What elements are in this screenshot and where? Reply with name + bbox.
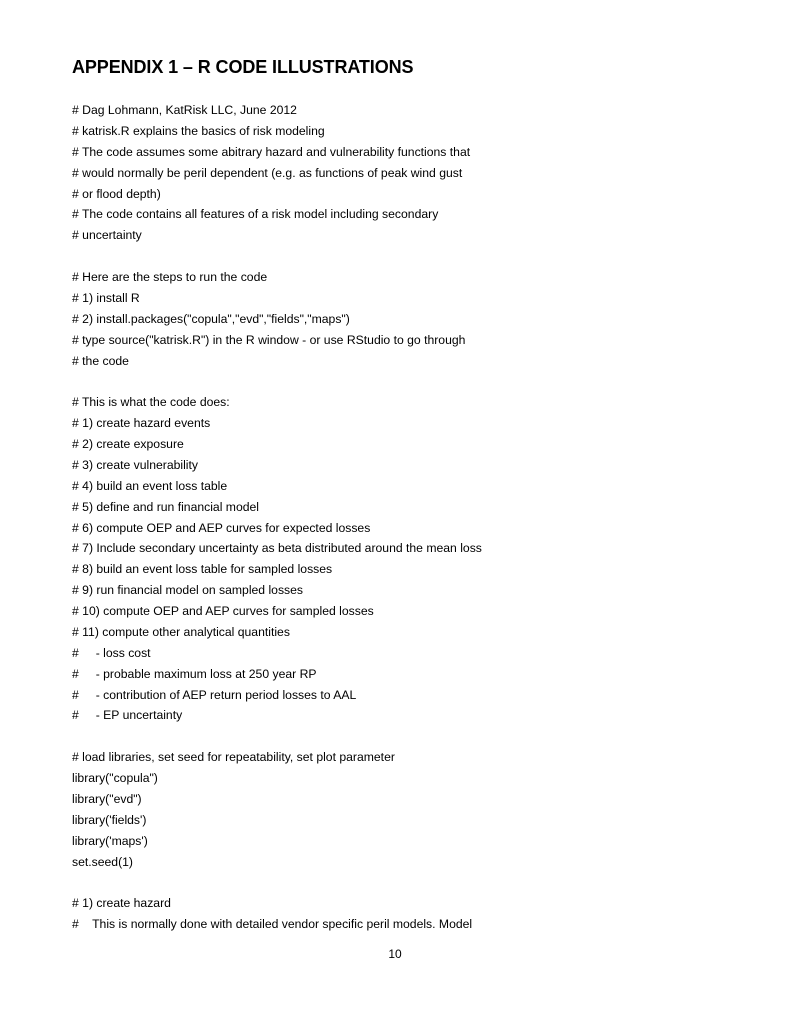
code-line: # 1) install R <box>72 290 140 305</box>
blank-line <box>72 371 732 392</box>
code-line: # Here are the steps to run the code <box>72 270 268 284</box>
code-line: # 7) Include secondary uncertainty as beta distributed around the mean loss <box>72 541 482 556</box>
code-line: # 1) create hazard events <box>72 416 211 431</box>
code-line: # 2) create exposure <box>72 437 184 451</box>
code-line: # 11) compute other analytical quantities <box>72 624 290 639</box>
blank-line <box>72 872 732 893</box>
code-line: # 5) define and run financial model <box>72 499 259 514</box>
code-line: # - contribution of AEP return period losses to AAL <box>72 687 357 702</box>
code-line: # 2) install.packages("copula","evd","fields","maps") <box>72 311 350 326</box>
code-line: # 6) compute OEP and AEP curves for expected losses <box>72 520 371 535</box>
code-line: # 10) compute OEP and AEP curves for sampled losses <box>72 604 374 618</box>
code-line: # load libraries, set seed for repeatability, set plot parameter <box>72 750 395 765</box>
code-line: # the code <box>72 353 129 368</box>
code-line: library("copula") <box>72 771 158 785</box>
code-listing <box>72 100 732 935</box>
code-line: # - EP uncertainty <box>72 708 183 723</box>
code-line: # or flood depth) <box>72 186 161 201</box>
code-line: # This is normally done with detailed vendor specific peril models. Model <box>72 917 473 932</box>
code-line: # type source("katrisk.R") in the R window - or use RStudio to go through <box>72 332 466 347</box>
code-line: # Dag Lohmann, KatRisk LLC, June 2012 <box>72 103 297 117</box>
code-line: set.seed(1) <box>72 854 133 869</box>
code-line: # would normally be peril dependent (e.g. as functions of peak wind gust <box>72 165 463 180</box>
code-line: # - probable maximum loss at 250 year RP <box>72 666 317 681</box>
code-line: # 9) run financial model on sampled losses <box>72 583 304 598</box>
blank-line <box>72 726 732 747</box>
code-line: # The code contains all features of a risk model including secondary <box>72 207 439 222</box>
code-line: # 1) create hazard <box>72 896 171 911</box>
page-title: APPENDIX 1 – R CODE ILLUSTRATIONS <box>72 57 414 77</box>
code-line: # katrisk.R explains the basics of risk modeling <box>72 123 325 138</box>
code-line: # The code assumes some abitrary hazard and vulnerability functions that <box>72 144 471 159</box>
code-line: # 8) build an event loss table for sampled losses <box>72 562 333 577</box>
code-line: # 3) create vulnerability <box>72 457 198 472</box>
page-number: 10 <box>388 947 402 961</box>
code-line: # uncertainty <box>72 228 142 243</box>
code-line: # 4) build an event loss table <box>72 478 228 493</box>
code-line: library('fields') <box>72 812 147 827</box>
code-line: library('maps') <box>72 833 148 848</box>
code-line: # - loss cost <box>72 645 151 660</box>
code-line: # This is what the code does: <box>72 395 230 410</box>
blank-line <box>72 246 732 267</box>
code-line: library("evd") <box>72 791 142 806</box>
